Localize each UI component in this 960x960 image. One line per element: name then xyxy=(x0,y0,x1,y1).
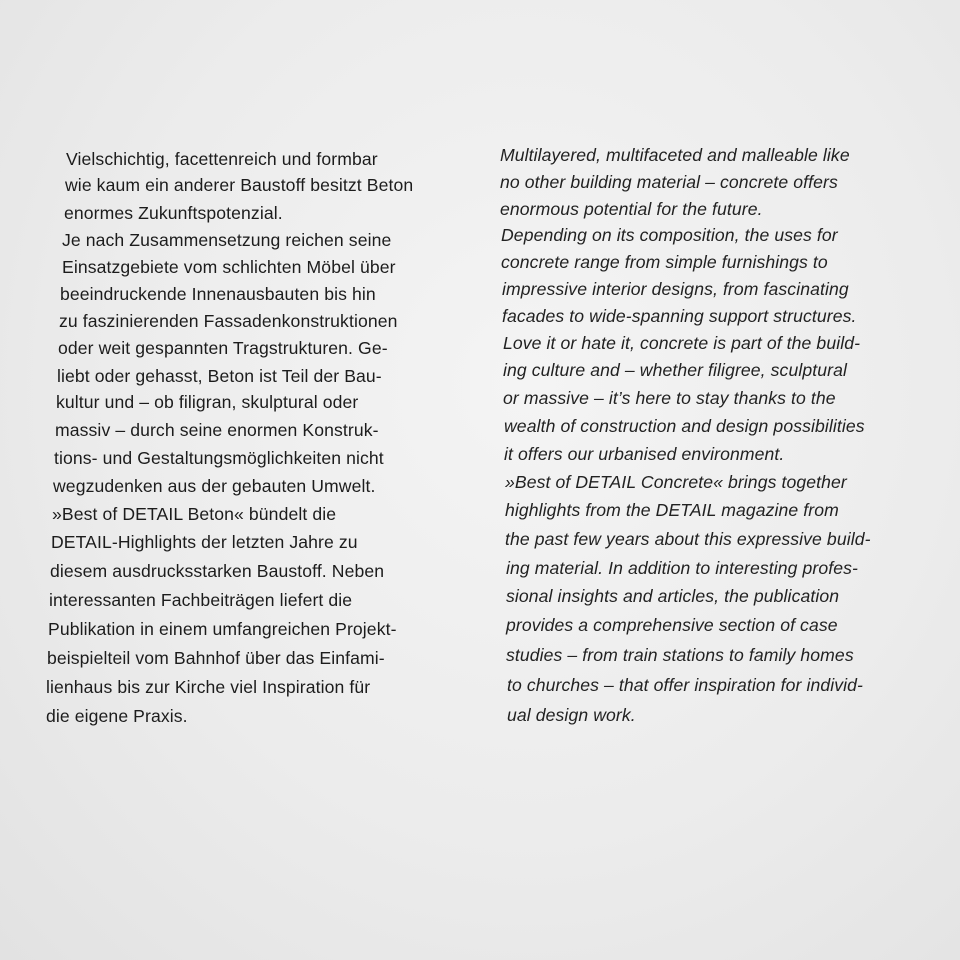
german-line: massiv – durch seine enormen Konstruk- xyxy=(55,420,379,440)
english-line: or massive – it’s here to stay thanks to the xyxy=(503,388,836,408)
german-line: enormes Zukunftspotenzial. xyxy=(64,203,283,223)
german-line: oder weit gespannten Tragstrukturen. Ge- xyxy=(58,338,388,358)
english-line: Love it or hate it, concrete is part of the build- xyxy=(503,333,861,353)
english-line: concrete range from simple furnishings to xyxy=(501,252,828,272)
english-line: ing culture and – whether filigree, sculptural xyxy=(503,360,847,380)
german-line: beeindruckende Innenausbauten bis hin xyxy=(60,284,376,304)
english-line: it offers our urbanised environment. xyxy=(504,444,785,464)
english-line: wealth of construction and design possibilities xyxy=(504,416,865,436)
english-line: enormous potential for the future. xyxy=(500,199,763,219)
english-line: Depending on its composition, the uses for xyxy=(501,225,838,245)
german-line: die eigene Praxis. xyxy=(46,706,188,726)
german-line: wie kaum ein anderer Baustoff besitzt Beton xyxy=(65,175,414,195)
german-line: tions- und Gestaltungsmöglichkeiten nicht xyxy=(54,448,384,468)
german-line: zu faszinierenden Fassadenkonstruktionen xyxy=(59,311,398,331)
english-line: no other building material – concrete offers xyxy=(500,172,838,192)
english-line: impressive interior designs, from fascinating xyxy=(502,279,849,299)
german-line: »Best of DETAIL Beton« bündelt die xyxy=(52,504,337,524)
english-line: studies – from train stations to family homes xyxy=(506,645,854,665)
german-line: lienhaus bis zur Kirche viel Inspiration für xyxy=(46,677,371,697)
german-line: Vielschichtig, facettenreich und formbar xyxy=(66,149,378,169)
german-line: diesem ausdrucksstarken Baustoff. Neben xyxy=(50,561,385,581)
german-line: Einsatzgebiete vom schlichten Möbel über xyxy=(62,257,396,277)
english-line: the past few years about this expressive build- xyxy=(505,529,871,549)
english-line: ing material. In addition to interesting profes- xyxy=(506,558,858,578)
german-line: DETAIL-Highlights der letzten Jahre zu xyxy=(51,532,358,552)
english-line: sional insights and articles, the publication xyxy=(506,586,840,606)
english-line: Multilayered, multifaceted and malleable like xyxy=(500,145,850,165)
english-line: »Best of DETAIL Concrete« brings together xyxy=(505,472,847,492)
german-line: kultur und – ob filigran, skulptural oder xyxy=(56,392,359,412)
german-line: Je nach Zusammensetzung reichen seine xyxy=(62,230,392,250)
german-line: liebt oder gehasst, Beton ist Teil der Bau- xyxy=(57,366,382,386)
german-line: beispielteil vom Bahnhof über das Einfami- xyxy=(47,648,385,668)
english-line: highlights from the DETAIL magazine from xyxy=(505,500,839,520)
english-line: provides a comprehensive section of case xyxy=(506,615,838,635)
english-line: facades to wide-spanning support structures. xyxy=(502,306,857,326)
german-line: wegzudenken aus der gebauten Umwelt. xyxy=(53,476,376,496)
german-line: Publikation in einem umfangreichen Projekt- xyxy=(48,619,397,639)
english-line: ual design work. xyxy=(507,705,636,725)
german-line: interessanten Fachbeiträgen liefert die xyxy=(49,590,353,610)
english-line: to churches – that offer inspiration for individ- xyxy=(507,675,863,695)
